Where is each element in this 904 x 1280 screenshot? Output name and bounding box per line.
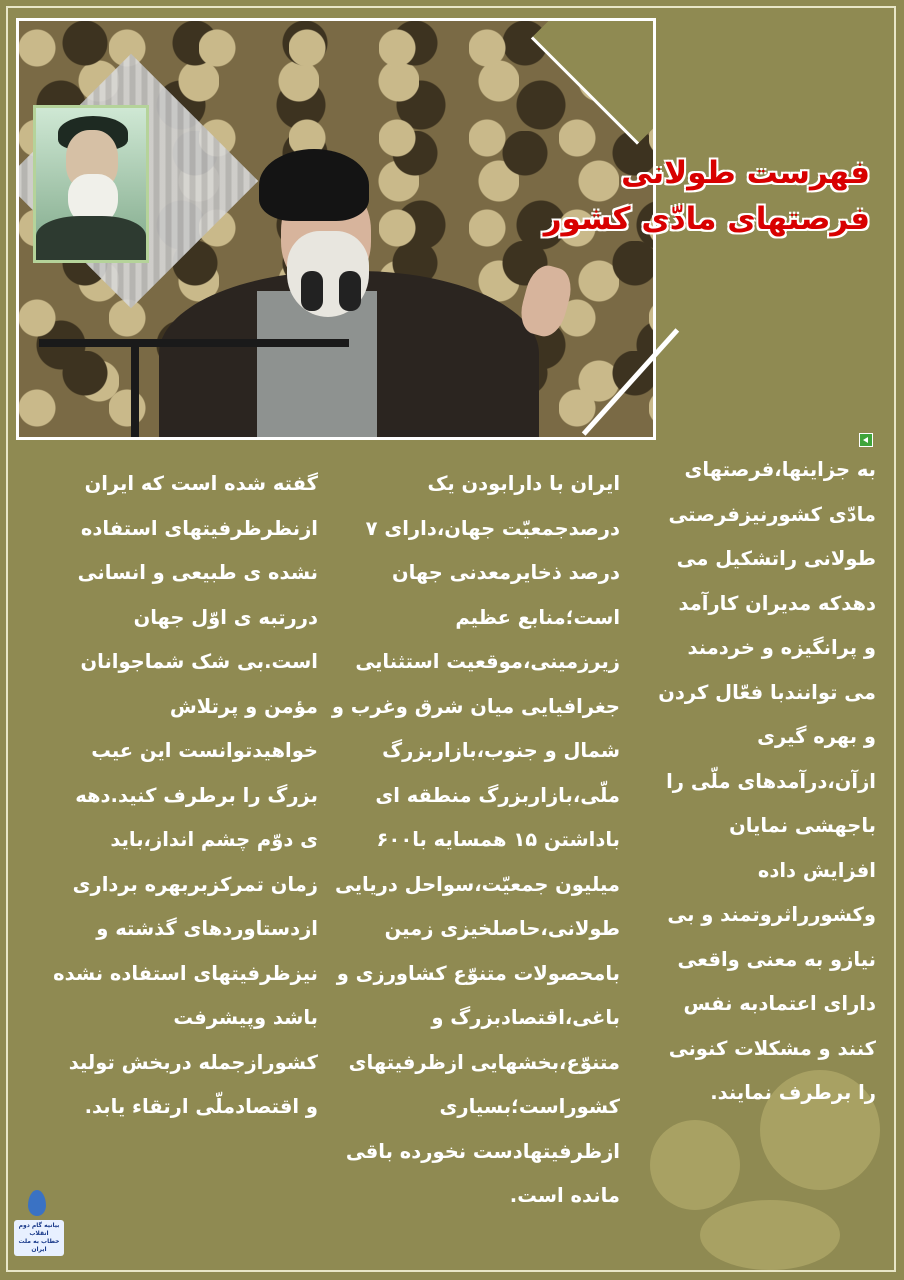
speaker-hand	[516, 261, 577, 340]
founder-portrait	[33, 105, 149, 263]
text-column-right: به جزاینها،فرصتهای مادّی کشورنیزفرصتی طولانی راتشکیل می دهدکه مدیران کارآمد و پرانگیزه و خردمند می توانندبا فعّال کردن و بهره گیری ازآن،درآمدهای ملّی را باجهشی نمایان افزایش داده وکشورراثروتمند و بی نیازو به معنی واقعی دارای اعتمادبه نفس کنند و مشکلات کنونی را برطرف نمایند.	[658, 458, 876, 1104]
page-title	[540, 150, 870, 242]
title-line-1: فهرست طولانی	[621, 155, 870, 191]
floral-ornament	[650, 1120, 740, 1210]
logo-drop-icon	[28, 1190, 46, 1216]
photo-corner-cut	[531, 18, 656, 145]
portrait-robe	[36, 216, 146, 263]
logo-line-1: بیانیه گام دوم انقلاب	[18, 1222, 60, 1237]
logo-line-2: خطاب به ملت ایران	[18, 1238, 60, 1253]
microphone-stand	[39, 339, 349, 347]
logo-text	[14, 1220, 64, 1256]
microphone-icon	[339, 271, 361, 311]
microphone-pole	[131, 339, 139, 440]
text-column-left: گفته شده است که ایران ازنظرظرفیتهای استفاده نشده ی طبیعی و انسانی دررتبه ی اوّل جهان است.بی شک شماجوانان مؤمن و پرتلاش خواهیدتوانست این عیب بزرگ را برطرف کنید.دهه ی دوّم چشم انداز،باید زمان تمرکزبربهره برداری ازدستاوردهای گذشته و نیزظرفیتهای استفاده نشده باشد وپیشرفت کشورازجمله دربخش تولید و اقتصادملّی ارتقاء یابد.	[53, 472, 318, 1118]
speaker-turban	[259, 149, 369, 221]
statement-logo	[14, 1190, 64, 1260]
title-line-2: فرصتهای مادّی کشور	[543, 201, 870, 237]
floral-ornament	[700, 1200, 840, 1270]
green-marker-icon	[859, 433, 873, 447]
microphone-icon	[301, 271, 323, 311]
text-column-middle: ایران با دارابودن یک درصدجمعیّت جهان،دارای ۷ درصد ذخایرمعدنی جهان است؛منابع عظیم زیرزمینی،موقعیت استثنایی جغرافیایی میان شرق وغرب و شمال و جنوب،بازاربزرگ ملّی،بازاربزرگ منطقه ای باداشتن ۱۵ همسایه با۶۰۰ میلیون جمعیّت،سواحل دریایی طولانی،حاصلخیزی زمین بامحصولات متنوّع کشاورزی و باغی،اقتصادبزرگ و متنوّع،بخشهایی ازظرفیتهای کشوراست؛بسیاری ازظرفیتهادست نخورده باقی مانده است.	[331, 472, 620, 1207]
